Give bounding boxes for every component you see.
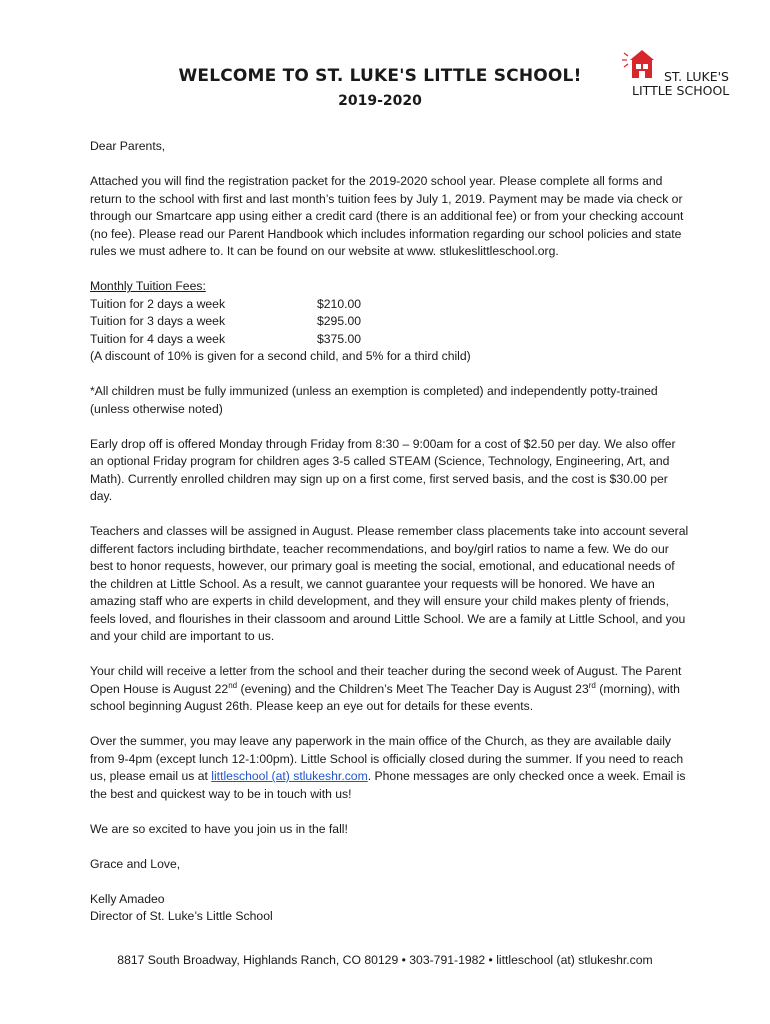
closing: Grace and Love, (90, 856, 181, 871)
school-year: 2019-2020 (338, 93, 422, 109)
excited-paragraph: We are so excited to have you join us in the fall! (90, 821, 348, 836)
summer-paragraph (90, 733, 690, 803)
fee-amount: $375.00 (317, 331, 362, 346)
fee-label: Tuition for 2 days a week (90, 296, 226, 311)
fee-label: Tuition for 3 days a week (90, 314, 226, 328)
fee-row (90, 331, 690, 349)
letter-text-3: (morning), with school beginning August 26th. Please keep an eye out for details for these events. (90, 681, 680, 713)
logo-line-2: LITTLE SCHOOL (632, 83, 730, 98)
email-link[interactable]: littleschool (at) stlukeshr.com (211, 769, 368, 783)
fee-row (90, 296, 690, 314)
tuition-section (90, 278, 690, 366)
page-title: WELCOME TO ST. LUKE'S LITTLE SCHOOL! (178, 66, 582, 86)
letter-paragraph (90, 663, 690, 716)
immunization-paragraph: *All children must be fully immunized (unless an exemption is completed) and independently potty-trained (unless otherwise noted) (90, 384, 658, 416)
logo-text (632, 70, 729, 98)
letter-text-2: (evening) and the Children’s Meet The Teacher Day is August 23 (237, 681, 589, 696)
intro-paragraph: Attached you will find the registration packet for the 2019-2020 school year. Please complete all forms and return to the school with first and last month’s tuition fees by July 1, 2019. Payment may be made via check or through our Smartcare app using either a credit card (there is an additional fee) or from your checking account (no fee). Please read our Parent Handbook which includes information regarding our school policies and state rules we must adhere to. It can be found on our website at www. stlukeslittleschool.org. (90, 174, 684, 258)
letter-body (90, 138, 690, 926)
summer-text-2: . Phone messages are only checked once a week. Email is the best and quickest way to be in touch with us! (90, 769, 686, 801)
footer: 8817 South Broadway, Highlands Ranch, CO 80129 • 303-791-1982 • littleschool (at) stlukeshr.com (117, 953, 653, 967)
discount-note: (A discount of 10% is given for a second child, and 5% for a third child) (90, 349, 471, 363)
signer-title: Director of St. Luke’s Little School (90, 909, 273, 923)
teachers-paragraph: Teachers and classes will be assigned in August. Please remember class placements take into account several different factors including birthdate, teacher recommendations, and boy/girl ratios to name a few. We do our best to honor requests, however, our primary goal is meeting the social, emotional, and educational needs of the children at Little School. As a result, we cannot guarantee your requests will be honored. We have an amazing staff who are experts in child development, and they will ensure your child makes plenty of friends, feels loved, and flourishes in their classoom and around Little School. We are a family at Little School, and you and your child are important to us. (90, 524, 689, 643)
tuition-heading: Monthly Tuition Fees: (90, 279, 206, 293)
logo-line-1: ST. LUKE'S (664, 69, 729, 84)
letter-sup-1: nd (228, 680, 238, 690)
early-dropoff-paragraph: Early drop off is offered Monday through Friday from 8:30 – 9:00am for a cost of $2.50 per day. We also offer an optional Friday program for children ages 3-5 called STEAM (Science, Technology, Engineering, Art, and Math). Currently enrolled children may sign up on a first come, first served basis, and the cost is $30.00 per day. (90, 436, 676, 503)
greeting: Dear Parents, (90, 139, 166, 153)
letter-text-1: Your child will receive a letter from the school and their teacher during the second week of August. The Parent Open House is August 22 (90, 664, 682, 696)
signer-name: Kelly Amadeo (90, 891, 165, 906)
letter-sup-2: rd (588, 680, 596, 690)
fee-amount: $295.00 (317, 314, 362, 328)
fee-label: Tuition for 4 days a week (90, 331, 226, 346)
fee-row (90, 313, 690, 331)
fee-amount: $210.00 (317, 296, 362, 311)
summer-text-1: Over the summer, you may leave any paperwork in the main office of the Church, as they are available daily from 9-4pm (except lunch 12-1:00pm). Little School is officially closed during the summer. If you need to reach us, please email us at (90, 734, 684, 783)
